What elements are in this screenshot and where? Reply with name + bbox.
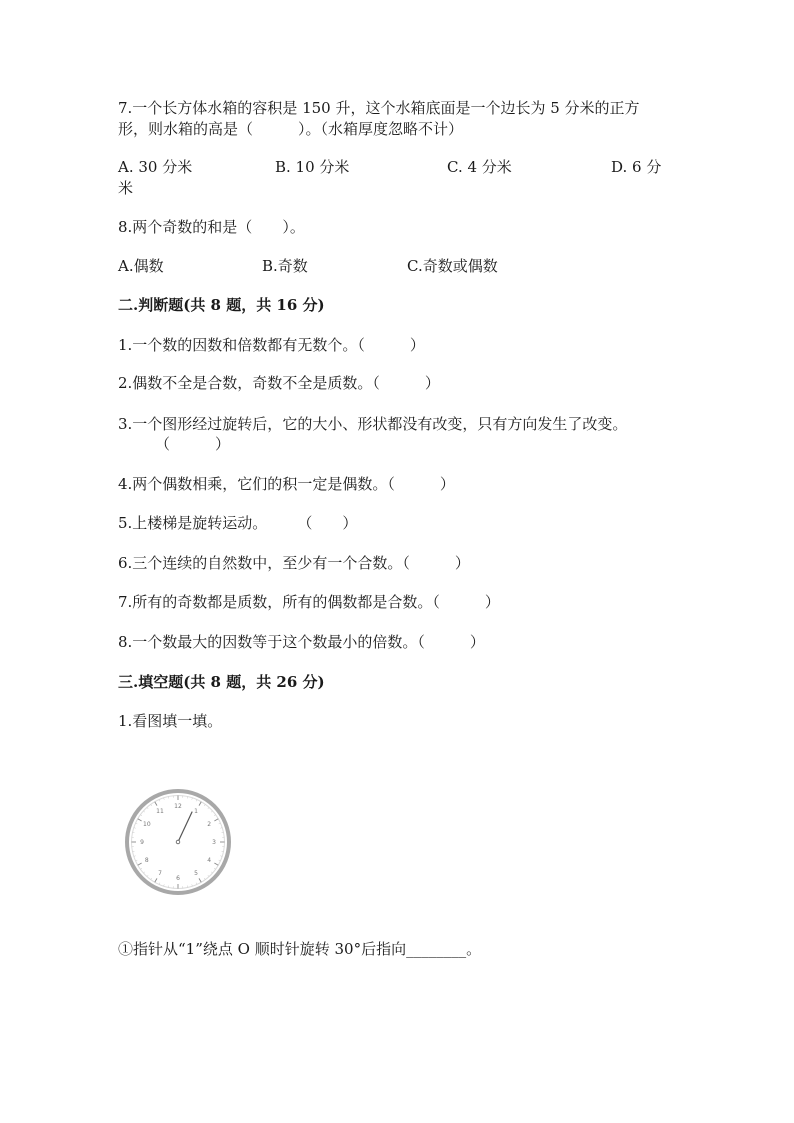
clock-number: 7	[158, 870, 162, 878]
clock-number: 8	[144, 857, 149, 864]
q7-option-c: C. 4 分米	[447, 158, 512, 176]
q7-option-d-wrap: 米	[118, 179, 134, 197]
clock-number: 2	[207, 821, 212, 828]
clock-number: 11	[156, 807, 164, 815]
judge-item-3-blank: （ ）	[155, 435, 231, 453]
judge-item-5: 5.上楼梯是旋转运动。 （ ）	[118, 514, 358, 532]
clock-number: 5	[194, 870, 198, 878]
q8-option-b: B.奇数	[262, 257, 308, 275]
q8-text: 8.两个奇数的和是（ ）。	[118, 218, 305, 236]
judge-item-2: 2.偶数不全是合数，奇数不全是质数。（ ）	[118, 374, 440, 392]
clock-figure	[124, 788, 232, 896]
fill-q1-sub1: ①指针从“1”绕点 O 顺时针旋转 30°后指向________。	[118, 940, 482, 958]
q7-line2: 形，则水箱的高是（ ）。（水箱厚度忽略不计）	[118, 120, 464, 138]
judge-item-3: 3.一个图形经过旋转后，它的大小、形状都没有改变，只有方向发生了改变。	[118, 415, 628, 433]
q8-option-a: A.偶数	[118, 257, 164, 275]
section-heading-fill: 三.填空题(共 8 题，共 26 分)	[118, 673, 325, 691]
clock-number: 12	[174, 803, 182, 810]
clock-number: 9	[140, 839, 144, 846]
clock-number: 3	[212, 839, 216, 846]
judge-item-7: 7.所有的奇数都是质数，所有的偶数都是合数。（ ）	[118, 593, 500, 611]
q7-option-b: B. 10 分米	[275, 158, 350, 176]
clock-center-point	[176, 840, 180, 844]
judge-item-4: 4.两个偶数相乘，它们的积一定是偶数。（ ）	[118, 475, 455, 493]
q7-option-d: D. 6 分	[611, 158, 662, 176]
clock-number: 1	[194, 807, 198, 815]
clock-number: 6	[176, 875, 180, 882]
fill-q1-title: 1.看图填一填。	[118, 712, 223, 730]
section-heading-judge: 二.判断题(共 8 题，共 16 分)	[118, 296, 325, 314]
q7-option-a: A. 30 分米	[118, 158, 193, 176]
clock-number: 4	[207, 857, 212, 864]
judge-item-6: 6.三个连续的自然数中，至少有一个合数。（ ）	[118, 554, 470, 572]
judge-item-1: 1.一个数的因数和倍数都有无数个。（ ）	[118, 336, 425, 354]
judge-item-8: 8.一个数最大的因数等于这个数最小的倍数。（ ）	[118, 633, 485, 651]
q8-option-c: C.奇数或偶数	[407, 257, 498, 275]
q7-line1: 7.一个长方体水箱的容积是 150 升，这个水箱底面是一个边长为 5 分米的正方	[118, 99, 640, 117]
clock-number: 10	[143, 821, 151, 828]
